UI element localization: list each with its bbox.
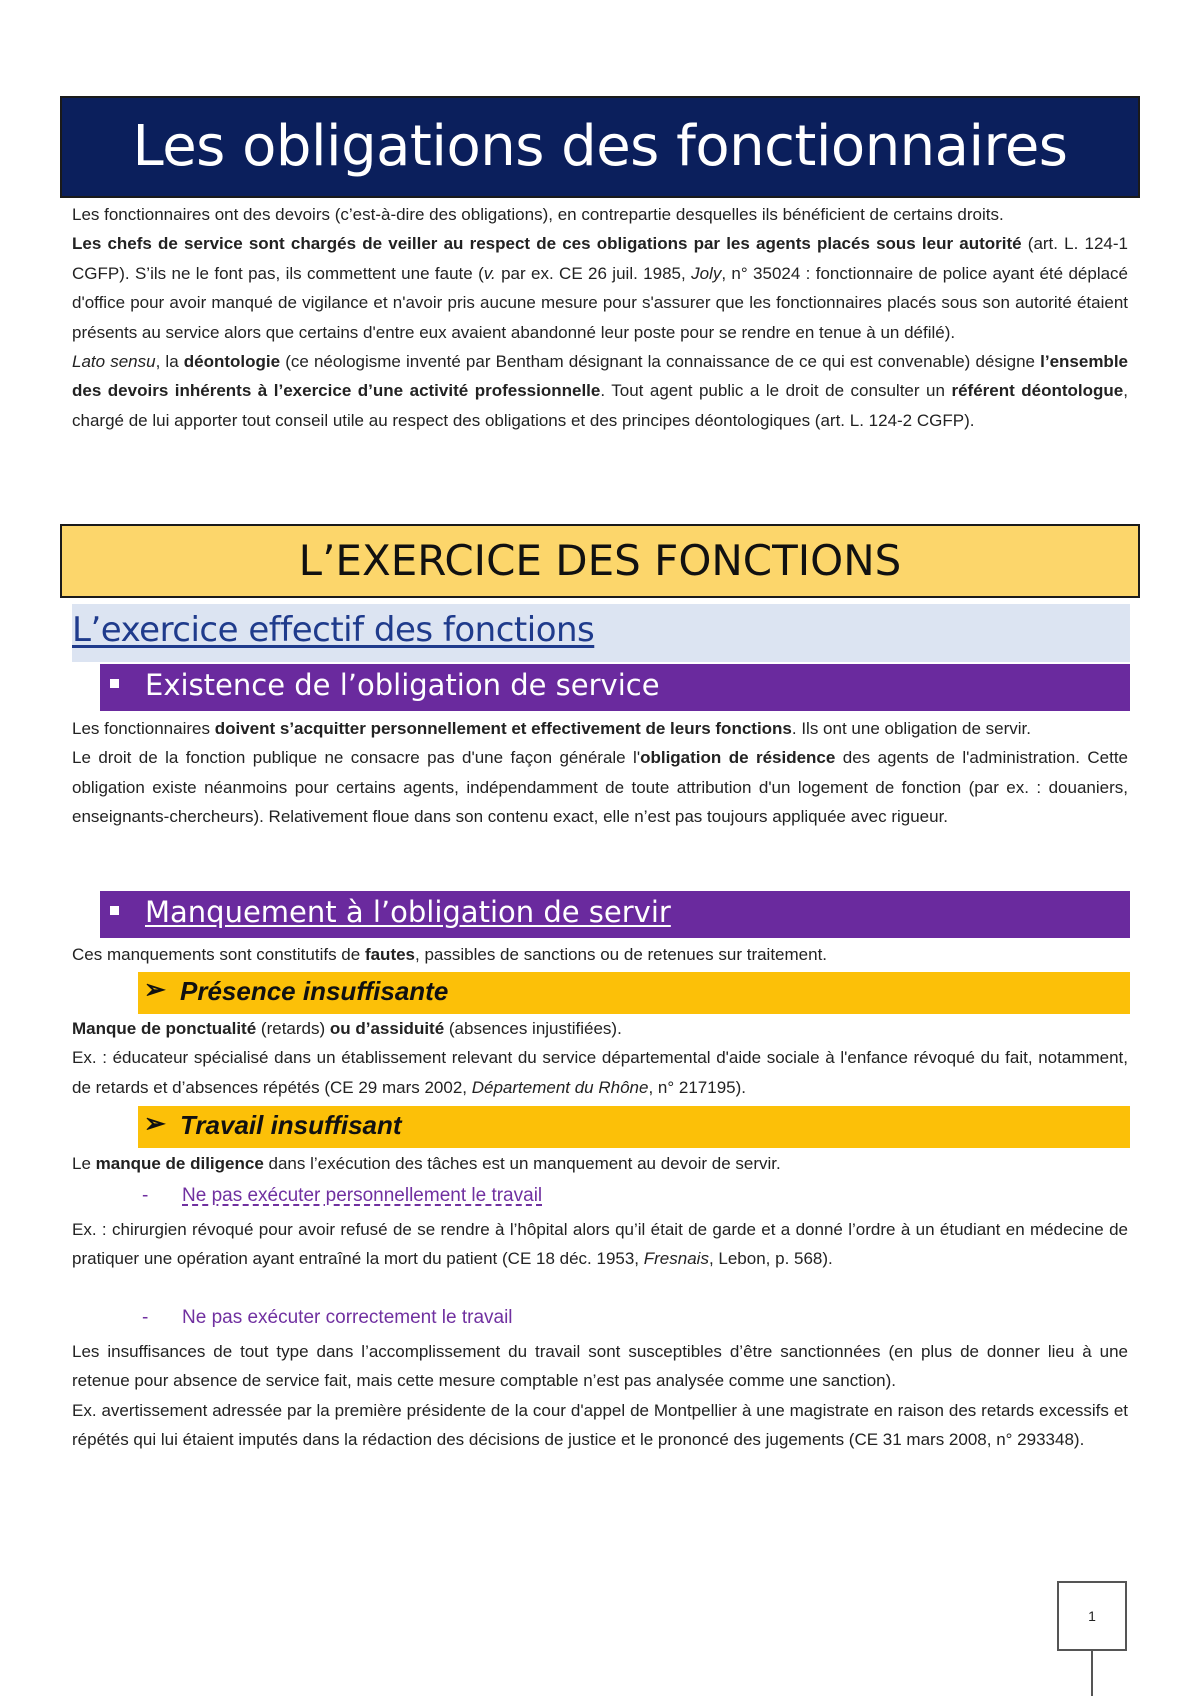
bold-text: Manque de ponctualité bbox=[72, 1019, 257, 1038]
existence-paragraph-2: Le droit de la fonction publique ne consacre pas d'une façon générale l'obligation de résidence des agents de l'administration. Cette obligation existe néanmoins pour certains agents, indépendamment de toute attribution d'un logement de fonction (par ex. : douaniers, enseignants-chercheurs). Relativement floue dans son contenu exact, elle n’est pas toujours appliquée avec rigueur. bbox=[72, 748, 1128, 827]
document-title: Les obligations des fonctionnaires bbox=[60, 96, 1140, 198]
sub1-text: Ex. : chirurgien révoqué pour avoir refusé de se rendre à l’hôpital alors qu’il était de garde et a donné l’ordre à un étudiant en médecine de pratiquer une opération ayant entraîné la mort du patient (CE 18 déc. 1953, Fresnais, Lebon, p. 568). bbox=[72, 1220, 1128, 1269]
intro-text bbox=[72, 200, 1128, 435]
subsection-heading-text: Existence de l’obligation de service bbox=[145, 668, 660, 702]
square-bullet-icon bbox=[110, 679, 119, 688]
subsection-heading-text: Manquement à l’obligation de servir bbox=[145, 895, 671, 929]
bold-text: référent déontologue bbox=[951, 381, 1124, 401]
section-heading: L’exercice effectif des fonctions bbox=[72, 610, 595, 650]
sub2-paragraph-2: Ex. avertissement adressée par la première présidente de la cour d'appel de Montpellier à une magistrate en raison des retards excessifs et répétés qui lui étaient imputés dans la rédaction des décisions de justice et le prononcé des jugements (CE 31 mars 2008, n° 293348). bbox=[72, 1400, 1128, 1450]
bold-text: fautes bbox=[364, 945, 416, 964]
page-number: 1 bbox=[1057, 1581, 1127, 1651]
arrowhead-bullet-icon: ➢ bbox=[144, 1108, 166, 1138]
intro-paragraph-3: Lato sensu, la déontologie (ce néologisme inventé par Bentham désignant la connaissance de ce qui est convenable) désigne l’ensemble des devoirs inhérents à l’exercice d’une activité professionnelle. Tout agent public a le droit de consulter un référent déontologue, chargé de lui apporter tout conseil utile au respect des obligations et des principes déontologiques (art. L. 124-2 CGFP). bbox=[72, 352, 1128, 430]
bold-text: doivent s’acquitter personnellement et effectivement de leurs fonctions bbox=[214, 719, 792, 738]
bold-text: déontologie bbox=[183, 352, 281, 372]
case-name: Fresnais bbox=[643, 1249, 709, 1269]
case-name: Joly bbox=[691, 263, 722, 283]
section-heading-band bbox=[72, 604, 1130, 662]
subsubsection-heading-text: Travail insuffisant bbox=[180, 1110, 402, 1140]
presence-text: Manque de ponctualité (retards) ou d’assiduité (absences injustifiées). Ex. : éducateur spécialisé dans un établissement relevant du service départemental d'aide sociale à l'enfance révoqué du fait, notamment, de retards et d’absences répétés (CE 29 mars 2002, Département du Rhône, n° 217195). bbox=[72, 1019, 1128, 1097]
intro-paragraph-2: Les chefs de service sont chargés de veiller au respect de ces obligations par les agents placés sous leur autorité (art. L. 124-1 CGFP). S’ils ne le font pas, ils commettent une faute (v. par ex. CE 26 juil. 1985, Joly, n° 35024 : fonctionnaire de police ayant été déplacé d'office pour avoir manqué de vigilance et n'avoir pris aucune mesure pour s'assurer que les fonctionnaires placés sous son autorité étaient présents au service alors que certains d'entre eux avaient abandonné leur poste pour se rendre en tenue à un défilé). bbox=[72, 234, 1129, 342]
sub-item-label: Ne pas exécuter correctement le travail bbox=[182, 1307, 513, 1328]
bold-text: ou d’assiduité bbox=[329, 1019, 445, 1038]
sub-item-personnellement bbox=[142, 1185, 542, 1207]
bold-text: manque de diligence bbox=[95, 1154, 264, 1173]
subsection-heading-manquement bbox=[100, 891, 1130, 938]
intro-paragraph-1: Les fonctionnaires ont des devoirs (c’est-à-dire des obligations), en contrepartie desquelles ils bénéficient de certains droits. bbox=[72, 205, 1004, 224]
sub2-paragraph-1: Les insuffisances de tout type dans l’accomplissement du travail sont susceptibles d’être sanctionnées (en plus de donner lieu à une retenue pour absence de service fait, mais cette mesure comptable n’est pas analysée comme une sanction). bbox=[72, 1342, 1128, 1391]
sub2-text bbox=[72, 1337, 1128, 1455]
bold-text: obligation de résidence bbox=[640, 748, 836, 768]
dash-bullet: - bbox=[142, 1185, 149, 1206]
existence-paragraph-1: Les fonctionnaires doivent s’acquitter personnellement et effectivement de leurs fonctions. Ils ont une obligation de servir. bbox=[72, 719, 1031, 738]
page-number-stem bbox=[1091, 1651, 1093, 1696]
dash-bullet: - bbox=[142, 1307, 149, 1328]
subsubsection-heading-presence bbox=[138, 972, 1130, 1014]
bold-text: Les chefs de service sont chargés de veiller au respect de ces obligations par les agents placés sous leur autorité bbox=[72, 234, 1022, 254]
subsection-heading-existence bbox=[100, 664, 1130, 711]
case-name: Département du Rhône bbox=[471, 1077, 649, 1097]
sub-item-label: Ne pas exécuter personnellement le travail bbox=[182, 1185, 543, 1206]
arrowhead-bullet-icon: ➢ bbox=[144, 974, 166, 1004]
travail-text: Le manque de diligence dans l’exécution des tâches est un manquement au devoir de servir. bbox=[72, 1154, 781, 1173]
subsubsection-heading-text: Présence insuffisante bbox=[180, 976, 449, 1006]
manquement-text: Ces manquements sont constitutifs de fautes, passibles de sanctions ou de retenues sur traitement. bbox=[72, 945, 828, 964]
subsubsection-heading-travail bbox=[138, 1106, 1130, 1148]
sub-item-correctement bbox=[142, 1307, 513, 1329]
bold-text: l’ensemble des devoirs inhérents à l’exercice d’une activité professionnelle bbox=[72, 352, 1128, 401]
square-bullet-icon bbox=[110, 906, 119, 915]
part-heading: L’EXERCICE DES FONCTIONS bbox=[60, 524, 1140, 598]
existence-text bbox=[72, 714, 1128, 832]
